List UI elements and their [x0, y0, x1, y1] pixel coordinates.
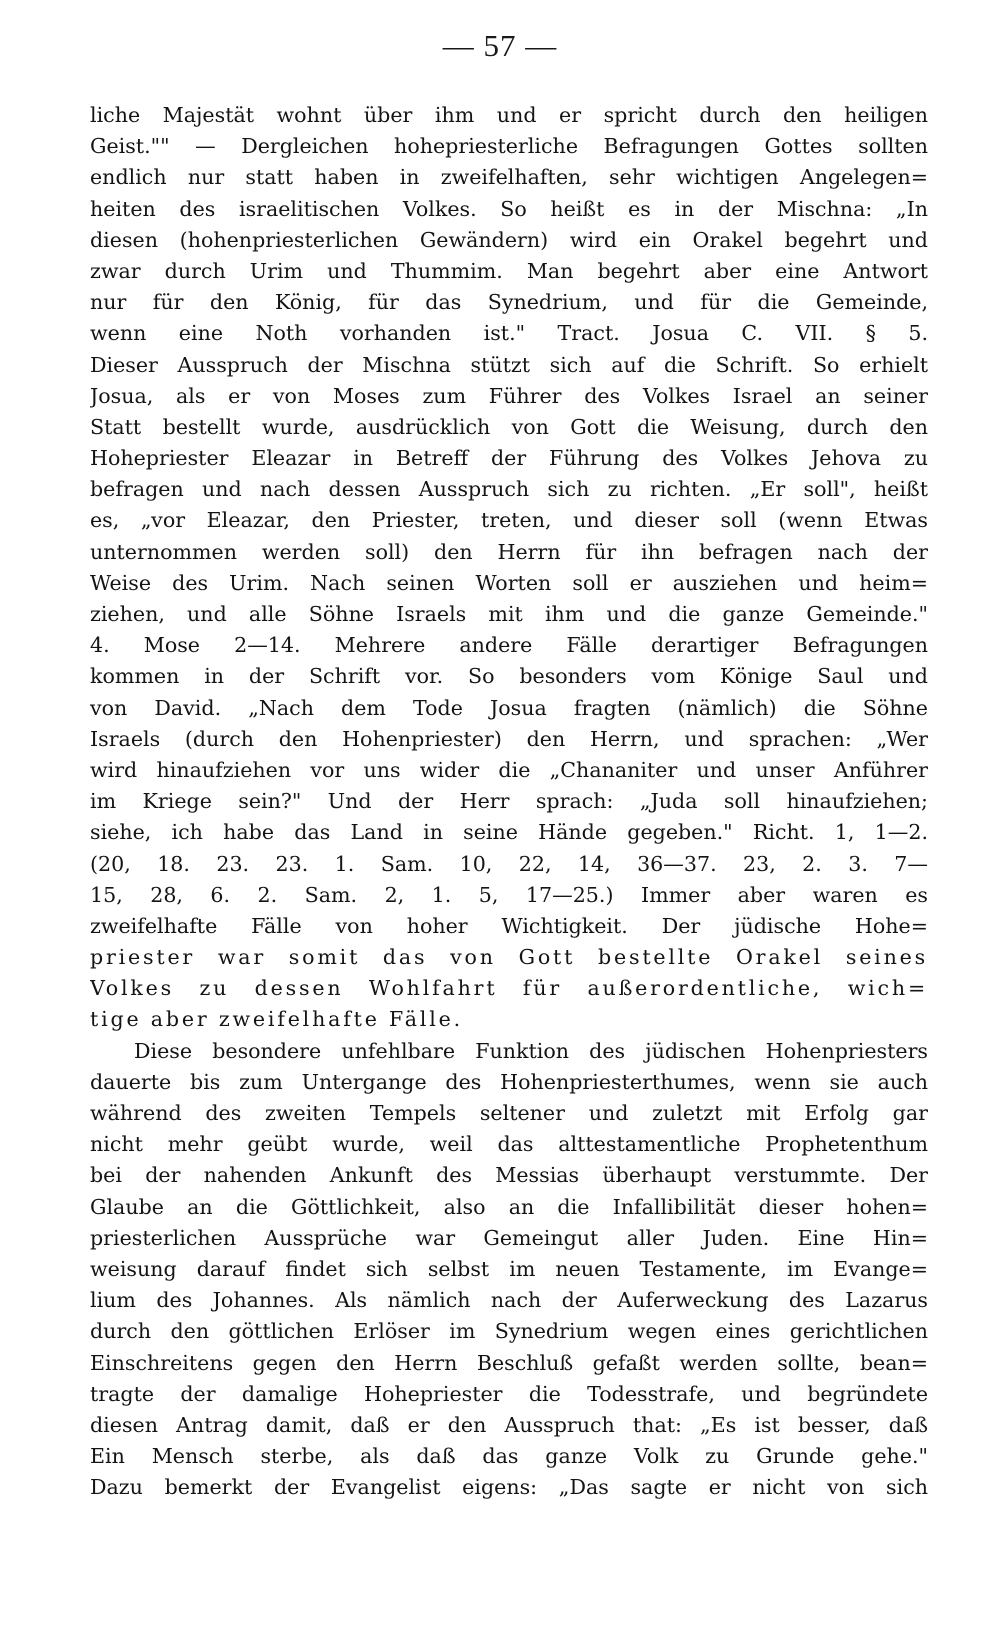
text-line: weisung darauf findet sich selbst im neuen Testamente, im Evange= — [90, 1256, 928, 1281]
paragraph-first-line: Diese besondere unfehlbare Funktion des jüdischen Hohenpriesters — [134, 1038, 928, 1063]
text-line: siehe, ich habe das Land in seine Hände gegeben." Richt. 1, 1—2. — [90, 820, 928, 845]
emphasized-text-line: Volkes zu dessen Wohlfahrt für außerordentliche, wich= — [90, 976, 928, 1001]
text-line: wird hinaufziehen vor uns wider die „Chananiter und unser Anführer — [90, 757, 928, 782]
page-number: — 57 — — [442, 28, 558, 63]
text-line: nur für den König, für das Synedrium, und für die Gemeinde, — [90, 290, 928, 315]
text-line: durch den göttlichen Erlöser im Synedrium wegen eines gerichtlichen — [90, 1319, 928, 1344]
text-line: Dazu bemerkt der Evangelist eigens: „Das sagte er nicht von sich — [90, 1475, 928, 1500]
text-line: wenn eine Noth vorhanden ist." Tract. Josua C. VII. § 5. — [90, 321, 928, 346]
text-line: zweifelhafte Fälle von hoher Wichtigkeit. Der jüdische Hohe= — [90, 913, 928, 938]
text-line: tragte der damalige Hohepriester die Todesstrafe, und begründete — [90, 1381, 928, 1406]
text-line: dauerte bis zum Untergange des Hohenpriesterthumes, wenn sie auch — [90, 1069, 928, 1094]
text-line: priesterlichen Aussprüche war Gemeingut aller Juden. Eine Hin= — [90, 1225, 928, 1250]
text-line: Statt bestellt wurde, ausdrücklich von Gott die Weisung, durch den — [90, 414, 928, 439]
text-line: zwar durch Urim und Thummim. Man begehrt aber eine Antwort — [90, 258, 928, 283]
text-line: Weise des Urim. Nach seinen Worten soll er ausziehen und heim= — [90, 570, 928, 595]
text-line: Geist."" — Dergleichen hohepriesterliche Befragungen Gottes sollten — [90, 134, 928, 159]
text-line: 15, 28, 6. 2. Sam. 2, 1. 5, 17—25.) Immer aber waren es — [90, 882, 928, 907]
text-line: Einschreitens gegen den Herrn Beschluß gefaßt werden sollte, bean= — [90, 1350, 928, 1375]
text-line: nicht mehr geübt wurde, weil das alttestamentliche Prophetenthum — [90, 1132, 928, 1157]
text-line: es, „vor Eleazar, den Priester, treten, und dieser soll (wenn Etwas — [90, 508, 928, 533]
text-line: unternommen werden soll) den Herrn für ihn befragen nach der — [90, 539, 928, 564]
emphasized-text-line: tige aber zweifelhafte Fälle. — [90, 1007, 463, 1032]
text-line: ziehen, und alle Söhne Israels mit ihm und die ganze Gemeinde." — [90, 602, 928, 626]
text-line: endlich nur statt haben in zweifelhaften, sehr wichtigen Angelegen= — [90, 165, 928, 190]
text-line: heiten des israelitischen Volkes. So heißt es in der Mischna: „In — [90, 196, 928, 221]
text-line: im Kriege sein?" Und der Herr sprach: „Juda soll hinaufziehen; — [90, 789, 928, 814]
text-line: kommen in der Schrift vor. So besonders vom Könige Saul und — [90, 664, 928, 689]
text-line: 4. Mose 2—14. Mehrere andere Fälle derartiger Befragungen — [90, 633, 928, 658]
text-line: während des zweiten Tempels seltener und zuletzt mit Erfolg gar — [90, 1101, 928, 1125]
text-line: Ein Mensch sterbe, als daß das ganze Volk zu Grunde gehe." — [90, 1444, 928, 1469]
text-line: Glaube an die Göttlichkeit, also an die Infallibilität dieser hohen= — [90, 1194, 928, 1219]
text-line: (20, 18. 23. 23. 1. Sam. 10, 22, 14, 36—37. 23, 2. 3. 7— — [90, 851, 928, 876]
text-line: Dieser Ausspruch der Mischna stützt sich auf die Schrift. So erhielt — [90, 352, 928, 377]
text-line: diesen (hohenpriesterlichen Gewändern) wird ein Orakel begehrt und — [90, 227, 928, 252]
text-line: diesen Antrag damit, daß er den Ausspruch that: „Es ist besser, daß — [90, 1412, 928, 1437]
text-line: lium des Johannes. Als nämlich nach der Auferweckung des Lazarus — [90, 1288, 928, 1313]
text-line: Josua, als er von Moses zum Führer des Volkes Israel an seiner — [90, 383, 928, 408]
text-line: befragen und nach dessen Ausspruch sich zu richten. „Er soll", heißt — [90, 477, 928, 502]
text-line: bei der nahenden Ankunft des Messias überhaupt verstummte. Der — [90, 1163, 928, 1188]
text-line: Hohepriester Eleazar in Betreff der Führung des Volkes Jehova zu — [90, 446, 928, 471]
emphasized-text-line: priester war somit das von Gott bestellte Orakel seines — [90, 945, 928, 970]
text-line: von David. „Nach dem Tode Josua fragten (nämlich) die Söhne — [90, 695, 928, 720]
text-line: liche Majestät wohnt über ihm und er spricht durch den heiligen — [90, 103, 928, 127]
body-text — [90, 100, 928, 1503]
text-line: Israels (durch den Hohenpriester) den Herrn, und sprachen: „Wer — [90, 726, 928, 751]
